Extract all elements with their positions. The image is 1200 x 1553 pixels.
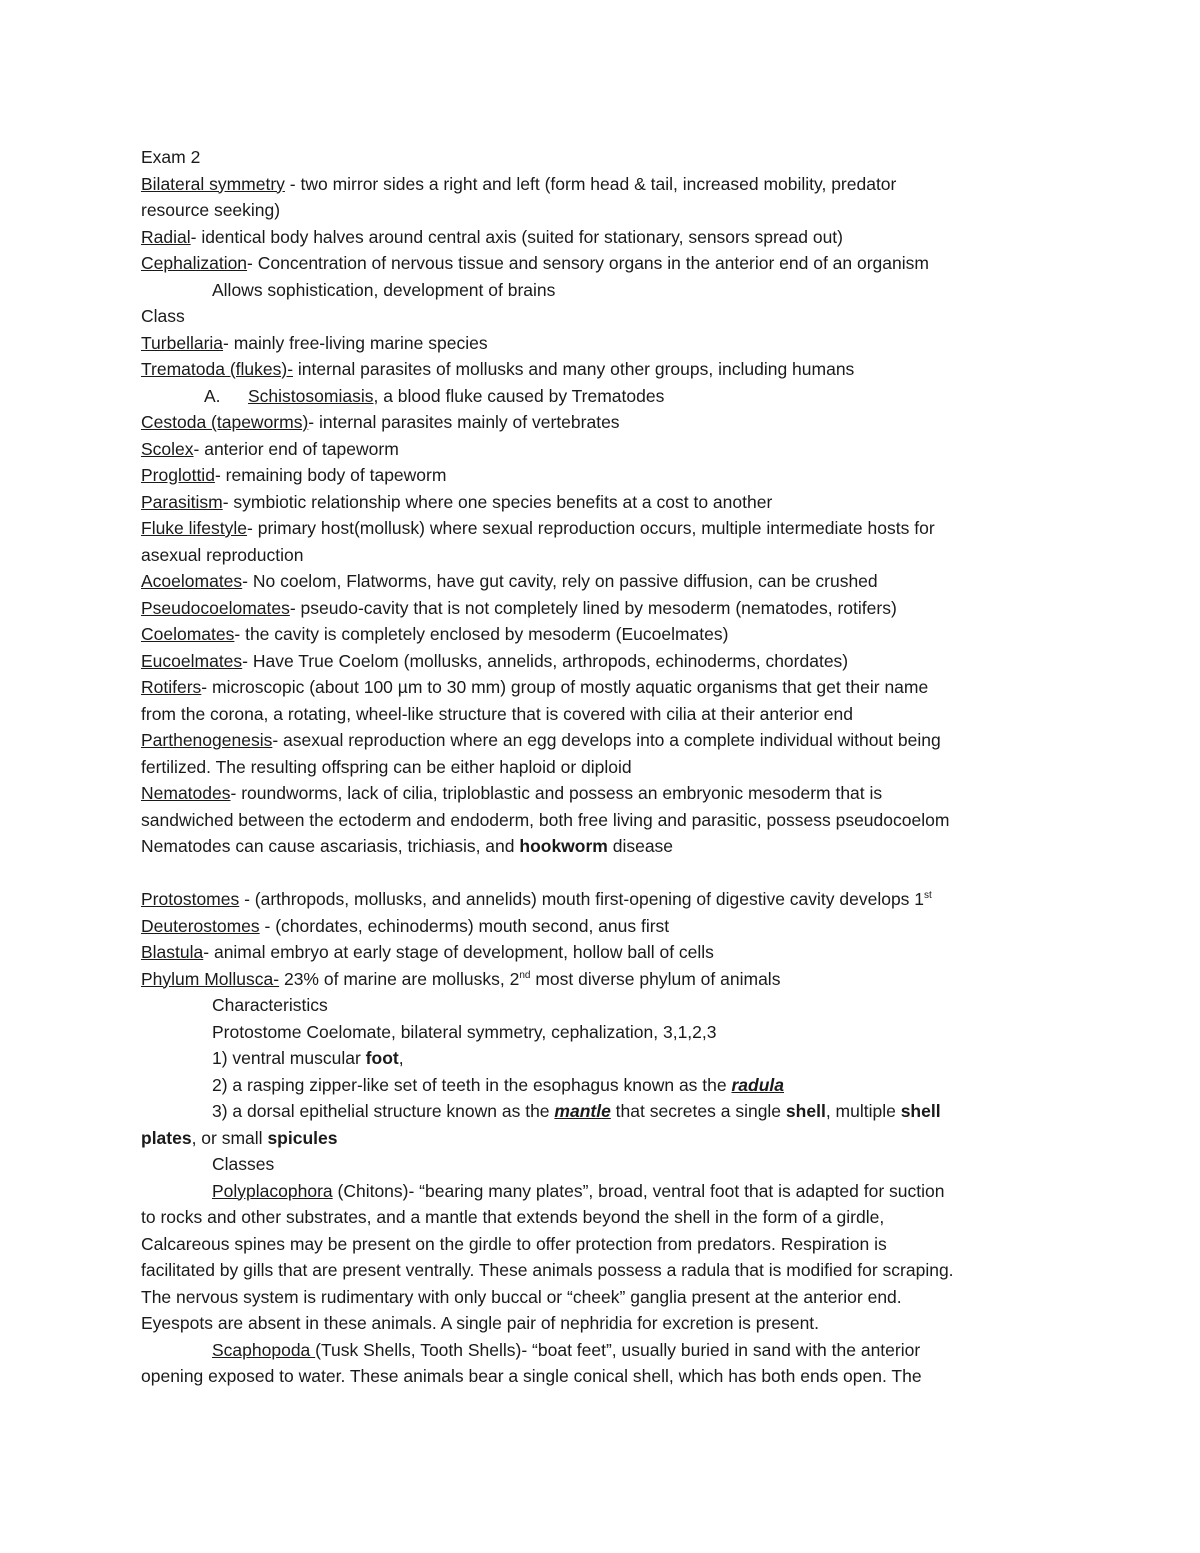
definition: - animal embryo at early stage of development, hollow ball of cells [203,942,714,962]
document-body [141,144,1061,1390]
term: Phylum Mollusca- [141,968,280,989]
definition: (Tusk Shells, Tooth Shells)- “boat feet”, usually buried in sand with the anterior [315,1339,921,1360]
term: Bilateral symmetry [141,173,285,194]
definition: internal parasites of mollusks and many other groups, including humans [293,359,855,379]
bold-text: spicules [267,1127,338,1148]
definition-line [141,409,1061,436]
term: Turbellaria [141,332,224,353]
definition: - (chordates, echinoderms) mouth second, anus first [259,915,670,936]
polyplacophora-description [141,1204,1061,1337]
definition: - the cavity is completely enclosed by mesoderm (Eucoelmates) [234,624,729,644]
characteristics-heading: Characteristics [212,995,328,1015]
key-term: radula [731,1074,785,1095]
definition: - primary host(mollusk) where sexual reproduction occurs, multiple intermediate hosts for [247,518,935,538]
term: Proglottid [141,465,215,485]
scaphopoda-description: opening exposed to water. These animals bear a single conical shell, which has both ends open. The [141,1366,922,1386]
definition-line [141,462,1061,489]
definition-line [141,436,1061,463]
definition: - (arthropods, mollusks, and annelids) mouth first-opening of digestive cavity develops 1 [239,889,925,909]
definition: 23% of marine are mollusks, 2 [279,968,520,989]
definition-trematoda [141,356,1061,383]
definition: - mainly free-living marine species [223,332,488,353]
definition: - two mirror sides a right and left (form head & tail, increased mobility, predator [284,173,897,194]
definition: - roundworms, lack of cilia, triploblastic and possess an embryonic mesoderm that is [230,783,883,803]
superscript: nd [519,969,531,981]
term: Deuterostomes [141,915,260,936]
term: Trematoda (flukes)- [141,359,294,379]
cephalization-note: Allows sophistication, development of brains [212,279,556,300]
text: that secretes a single [610,1101,786,1121]
definition-protostomes [141,886,1061,913]
bold-text: shell [785,1101,826,1121]
paragraph-line: The nervous system is rudimentary with only buccal or “cheek” ganglia present at the anterior end. [141,1286,902,1307]
definition-line [141,727,1061,754]
definition: - microscopic (about 100 µm to 30 mm) group of mostly aquatic organisms that get their name [201,677,929,697]
text: 3) a dorsal epithelial structure known as the [212,1101,555,1121]
definition: - symbiotic relationship where one species benefits at a cost to another [222,491,773,512]
definition-line [141,171,1061,198]
definition-line [141,489,1061,516]
definition-line [141,224,1061,251]
definition-line [141,674,1061,701]
definition: - identical body halves around central axis (suited for stationary, sensors spread out) [190,226,843,247]
definition: - Have True Coelom (mollusks, annelids, arthropods, echinoderms, chordates) [242,650,849,671]
class-polyplacophora [141,1178,1061,1205]
list-item-schistosomiasis [141,383,1061,410]
bold-text: hookworm [519,836,608,856]
definition: - asexual reproduction where an egg develops into a complete individual without being [272,730,941,750]
definition-turbellaria [141,330,1061,357]
paragraph-line: Eyespots are absent in these animals. A single pair of nephridia for excretion is present. [141,1313,820,1333]
term: Fluke lifestyle [141,518,248,538]
definition-line [141,568,1061,595]
bold-text: foot [365,1048,399,1068]
term: Cestoda (tapeworms) [141,412,309,432]
term: Schistosomiasis [248,385,374,406]
definition-continuation: resource seeking) [141,200,281,220]
nematodes-disease-line [141,833,1061,860]
definition-line [141,595,1061,622]
characteristic-2 [141,1072,1061,1099]
definition: - internal parasites mainly of vertebrates [308,412,620,432]
term: Protostomes [141,889,240,909]
bold-text: plates [141,1127,192,1148]
definition-line [141,621,1061,648]
characteristic-3 [141,1098,1061,1125]
term: Pseudocoelomates [141,597,290,618]
characteristics-summary: Protostome Coelomate, bilateral symmetry, cephalization, 3,1,2,3 [212,1021,717,1042]
text: disease [607,836,674,856]
term: Eucoelmates [141,650,243,671]
term: Nematodes [141,783,231,803]
text: , or small [191,1127,268,1148]
paragraph-line: facilitated by gills that are present ventrally. These animals possess a radula that is modified for scraping. [141,1260,954,1280]
classes-heading: Classes [212,1154,275,1174]
paragraph-line: Calcareous spines may be present on the girdle to offer protection from predators. Respiration is [141,1233,887,1254]
definition-continuation: sandwiched between the ectoderm and endoderm, both free living and parasitic, possess pseudocoelom [141,809,950,830]
term: Polyplacophora [212,1180,333,1201]
definition-continuation: from the corona, a rotating, wheel-like structure that is covered with cilia at their anterior end [141,703,854,724]
term: Rotifers [141,677,202,697]
text: 2) a rasping zipper-like set of teeth in the esophagus known as the [212,1074,732,1095]
text: 1) ventral muscular [212,1048,366,1068]
definition-deuterostomes [141,913,1061,940]
definition: - anterior end of tapeworm [193,438,399,459]
term: Coelomates [141,624,235,644]
bold-text: shell [900,1101,941,1121]
class-heading: Class [141,306,185,326]
superscript: st [924,890,932,902]
key-term: mantle [554,1101,611,1121]
document-title: Exam 2 [141,147,201,167]
list-marker: A. [204,385,221,406]
definition: (Chitons)- “bearing many plates”, broad, ventral foot that is adapted for suction [332,1180,945,1201]
text: Nematodes can cause ascariasis, trichiasis, and [141,836,520,856]
definition-blastula [141,939,1061,966]
term: Blastula [141,942,204,962]
definition-continuation: fertilized. The resulting offspring can be either haploid or diploid [141,756,632,777]
definition-line [141,648,1061,675]
term: Parasitism [141,491,223,512]
characteristic-3-continued [141,1125,1061,1152]
definitions-group-2 [141,409,1061,833]
definition-line [141,780,1061,807]
term: Parthenogenesis [141,730,273,750]
term: Radial [141,226,191,247]
characteristic-1 [141,1045,1061,1072]
term: Cephalization [141,253,248,273]
definition: , a blood fluke caused by Trematodes [373,385,665,406]
blank-line [141,860,1061,887]
definition: - remaining body of tapeworm [214,465,447,485]
text: , [398,1048,404,1068]
term: Scaphopoda [212,1339,316,1360]
term: Acoelomates [141,571,243,591]
class-scaphopoda [141,1337,1061,1364]
definition-continuation: asexual reproduction [141,544,304,565]
definition: - pseudo-cavity that is not completely lined by mesoderm (nematodes, rotifers) [289,597,897,618]
definitions-group-1 [141,171,1061,277]
definition: most diverse phylum of animals [530,968,781,989]
definition-mollusca [141,966,1061,993]
paragraph-line: to rocks and other substrates, and a mantle that extends beyond the shell in the form of a girdle, [141,1207,885,1227]
term: Scolex [141,438,194,459]
definition: - Concentration of nervous tissue and sensory organs in the anterior end of an organism [247,253,929,273]
text: , multiple [825,1101,901,1121]
definition: - No coelom, Flatworms, have gut cavity, rely on passive diffusion, can be crushed [242,571,878,591]
definition-line [141,250,1061,277]
definition-line [141,515,1061,542]
